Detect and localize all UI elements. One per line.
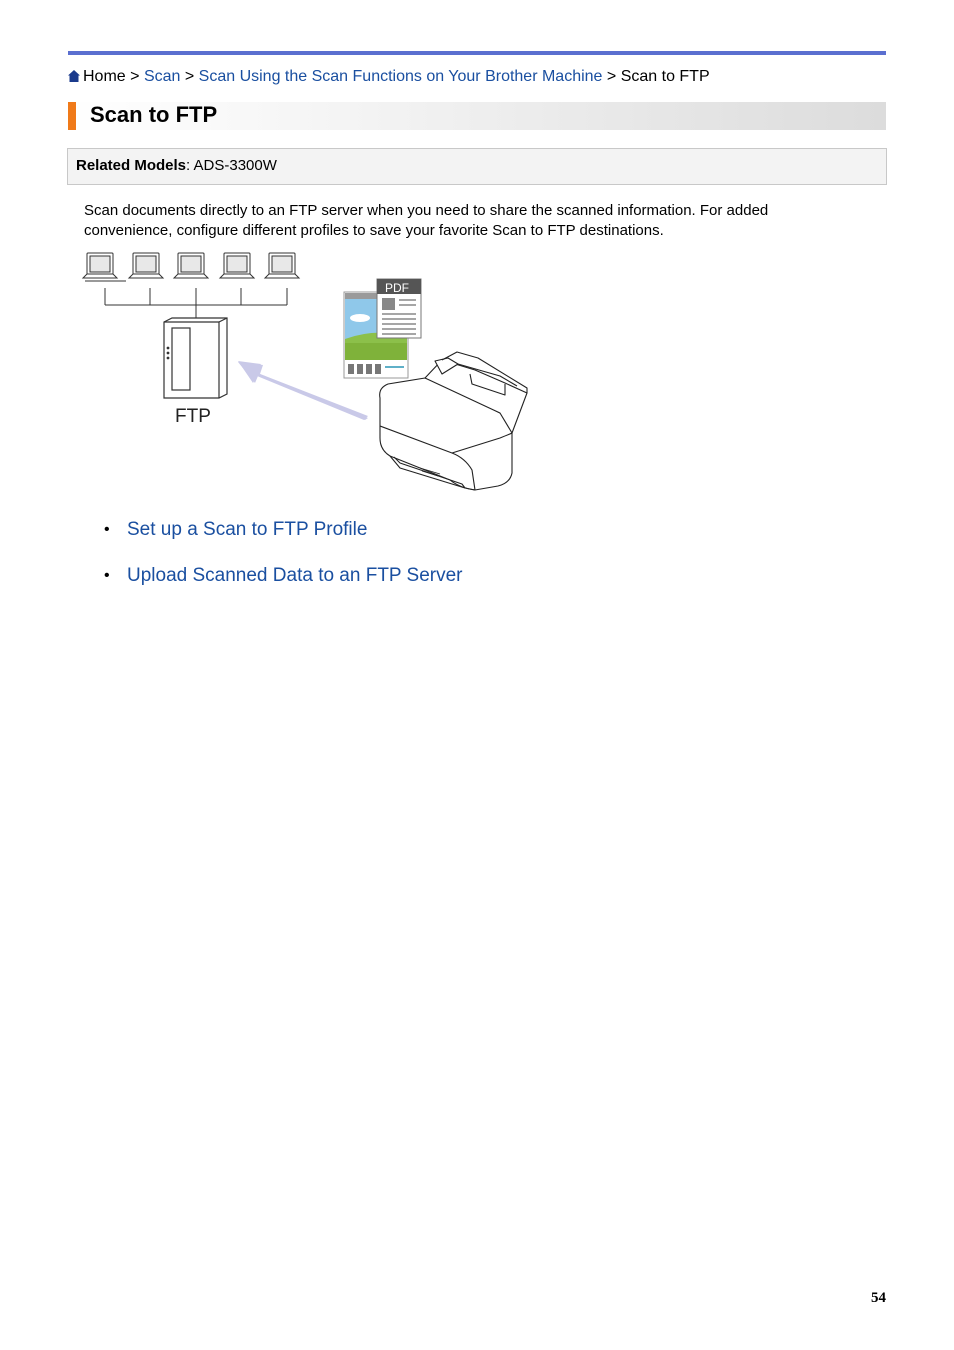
laptop-icons [83,253,299,281]
home-icon[interactable] [68,68,80,88]
pdf-label: PDF [385,281,409,295]
scan-to-ftp-illustration [80,248,540,503]
pdf-document-icon [377,279,421,338]
breadcrumb-current: Scan to FTP [620,68,710,85]
bullet: • [104,521,110,538]
breadcrumb-scan-link[interactable]: Scan [143,68,181,85]
page-title: Scan to FTP [90,102,218,127]
upload-scanned-data-link[interactable]: Upload Scanned Data to an FTP Server [127,565,463,586]
ftp-label: FTP [175,406,211,427]
related-models-box [67,148,887,185]
breadcrumb-home: Home [83,68,126,85]
title-bar [68,102,886,130]
related-models-label: Related Models [76,157,187,174]
breadcrumb-separator: > [184,68,195,85]
breadcrumb [68,67,710,88]
related-models [76,157,277,175]
page-number: 54 [871,1290,886,1306]
ftp-server-icon [164,318,227,398]
related-models-value: : ADS-3300W [186,157,277,174]
bullet: • [104,567,110,584]
laptop-icon [129,253,163,278]
list-item [104,564,463,610]
breadcrumb-scan-functions-link[interactable]: Scan Using the Scan Functions on Your Brother Machine [198,68,603,85]
breadcrumb-separator: > [606,68,617,85]
title-accent [68,102,76,130]
laptop-icon [220,253,254,278]
laptop-icon [174,253,208,278]
network-lines [105,288,287,318]
top-rule [68,51,886,55]
breadcrumb-separator: > [130,68,140,85]
intro-paragraph: Scan documents directly to an FTP server when you need to share the scanned information. For added convenience, configure different profiles to save your favorite Scan to FTP destinations. [84,202,769,239]
laptop-icon [83,253,126,281]
laptop-icon [265,253,299,278]
list-item [104,518,463,564]
setup-scan-to-ftp-profile-link[interactable]: Set up a Scan to FTP Profile [127,519,368,540]
related-links-list [104,518,463,610]
